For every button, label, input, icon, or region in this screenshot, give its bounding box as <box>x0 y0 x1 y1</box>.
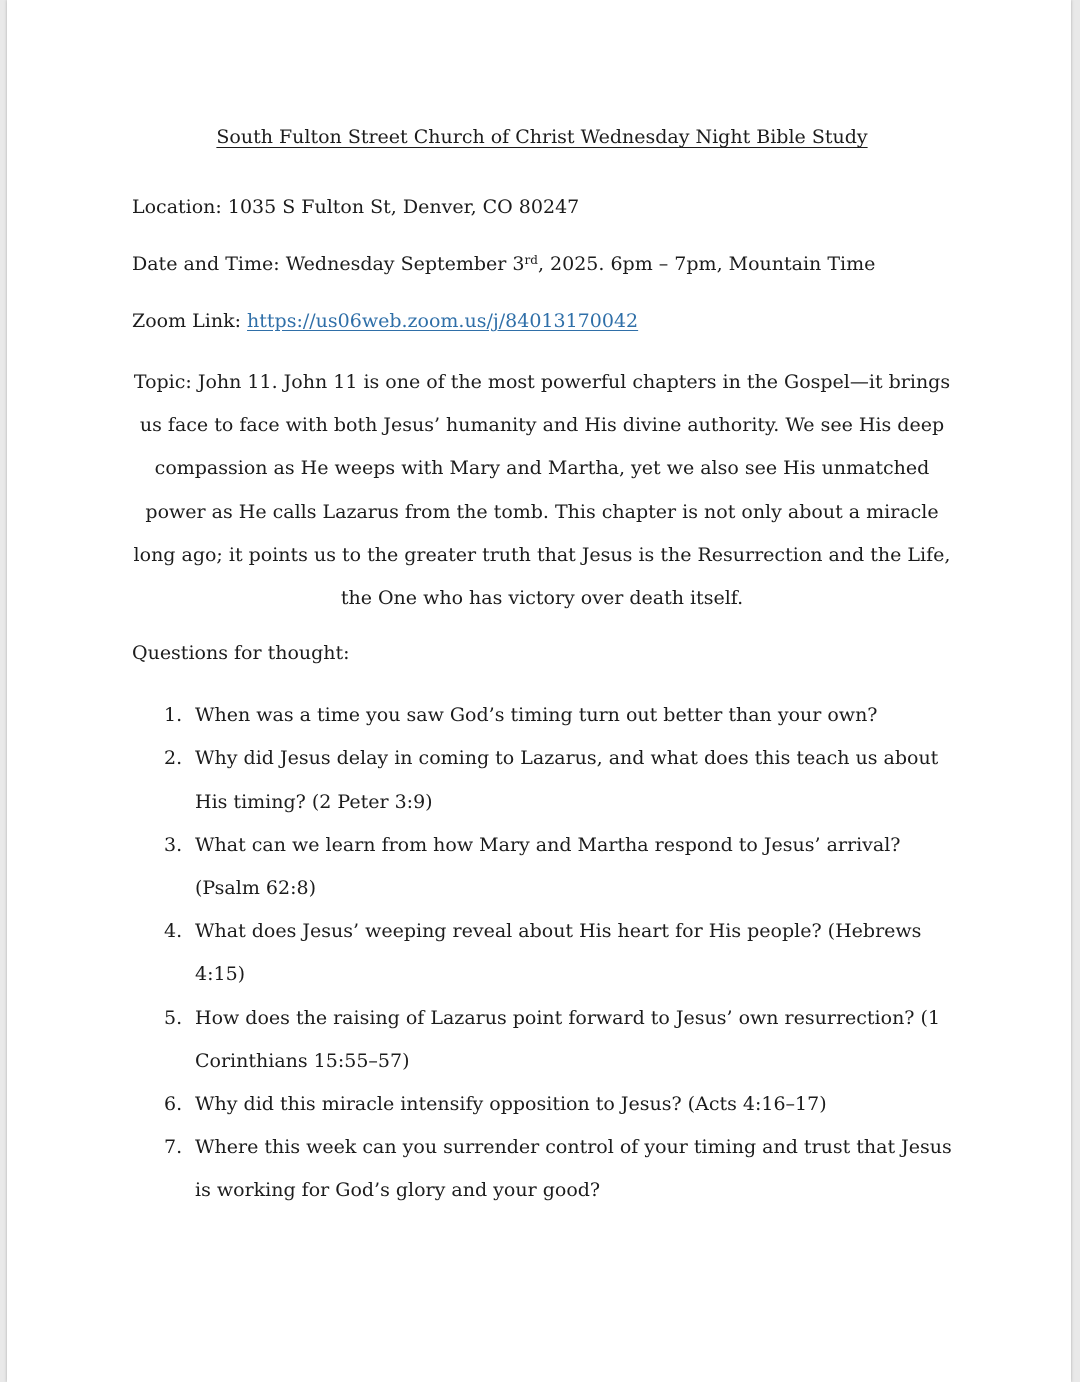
list-item-number: 5. <box>164 1006 183 1029</box>
list-item-text: Why did this miracle intensify opposition to Jesus? (Acts 4:16–17) <box>195 1093 827 1116</box>
list-item <box>132 1083 952 1126</box>
zoom-link[interactable]: https://us06web.zoom.us/j/84013170042 <box>247 310 639 332</box>
list-item <box>132 1126 952 1212</box>
list-item-text: Where this week can you surrender control of your timing and trust that Jesus is working for God’s glory and your good? <box>195 1136 952 1202</box>
zoom-line <box>132 304 952 338</box>
list-item-number: 6. <box>164 1093 183 1116</box>
document-title: South Fulton Street Church of Christ Wednesday Night Bible Study <box>216 126 868 148</box>
list-item-text: When was a time you saw God’s timing turn out better than your own? <box>195 704 878 727</box>
list-item <box>132 737 952 823</box>
date-ordinal-suffix: rd <box>524 253 538 267</box>
location-line: Location: 1035 S Fulton St, Denver, CO 80247 <box>132 196 580 218</box>
questions-heading: Questions for thought: <box>132 642 350 665</box>
list-item-text: What can we learn from how Mary and Martha respond to Jesus’ arrival? (Psalm 62:8) <box>195 833 901 900</box>
list-item <box>132 824 952 910</box>
topic-paragraph: Topic: John 11. John 11 is one of the most powerful chapters in the Gospel—it brings us face to face with both Jesus’ humanity and His divine authority. We see His deep compassion as He weeps with Mary and Martha, yet we also see His unmatched power as He calls Lazarus from the tomb. This chapter is not only about a miracle long ago; it points us to the greater truth that Jesus is the Resurrection and the Life, the One who has victory over death itself. <box>133 371 951 610</box>
document-page <box>7 0 1071 1382</box>
list-item <box>132 997 952 1083</box>
list-item-number: 2. <box>164 747 183 770</box>
list-item <box>132 694 952 737</box>
list-item <box>132 910 952 996</box>
date-time-line <box>132 247 952 281</box>
date-prefix: Date and Time: Wednesday September 3 <box>132 253 525 275</box>
zoom-label: Zoom Link: <box>132 310 248 332</box>
list-item-number: 4. <box>164 920 183 943</box>
list-item-text: What does Jesus’ weeping reveal about His heart for His people? (Hebrews 4:15) <box>195 920 922 986</box>
list-item-text: How does the raising of Lazarus point forward to Jesus’ own resurrection? (1 Corinthians 15:55–57) <box>195 1006 941 1072</box>
list-item-number: 3. <box>164 833 183 856</box>
list-item-text: Why did Jesus delay in coming to Lazarus, and what does this teach us about His timing? (2 Peter 3:9) <box>195 747 939 813</box>
questions-list <box>132 694 952 1212</box>
date-rest: , 2025. 6pm – 7pm, Mountain Time <box>537 253 876 275</box>
list-item-number: 1. <box>164 704 183 727</box>
document-content <box>132 120 952 1213</box>
list-item-number: 7. <box>164 1136 183 1159</box>
